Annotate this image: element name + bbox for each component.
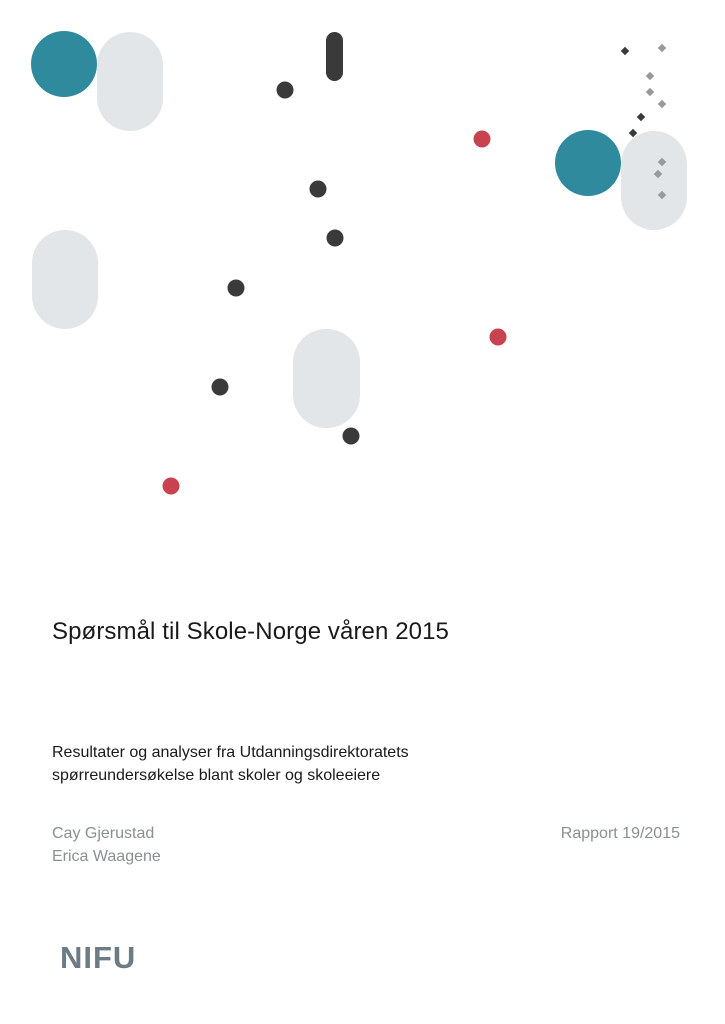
teal-circle [555, 130, 621, 196]
author-name: Cay Gjerustad [52, 825, 155, 842]
red-dot [474, 131, 491, 148]
subtitle-line: spørreundersøkelse blant skoler og skoleeiere [52, 767, 381, 784]
dark-dot [228, 280, 245, 297]
dark-pill [326, 32, 343, 81]
dark-dot [327, 230, 344, 247]
dark-dot [343, 428, 360, 445]
report-title: Spørsmål til Skole-Norge våren 2015 [52, 618, 450, 645]
report-subtitle [52, 741, 512, 787]
author-list [52, 822, 161, 868]
nifu-logo: NIFU [60, 940, 137, 975]
gray-pill [97, 32, 163, 131]
gray-pill [293, 329, 360, 428]
dark-dot [310, 181, 327, 198]
dark-dot [212, 379, 229, 396]
gray-pill [32, 230, 98, 329]
red-dot [490, 329, 507, 346]
author-name: Erica Waagene [52, 848, 161, 865]
subtitle-line: Resultater og analyser fra Utdanningsdirektoratets [52, 744, 409, 761]
teal-circle [31, 31, 97, 97]
report-number: Rapport 19/2015 [560, 825, 680, 842]
red-dot [163, 478, 180, 495]
gray-pill [621, 131, 687, 230]
dark-dot [277, 82, 294, 99]
